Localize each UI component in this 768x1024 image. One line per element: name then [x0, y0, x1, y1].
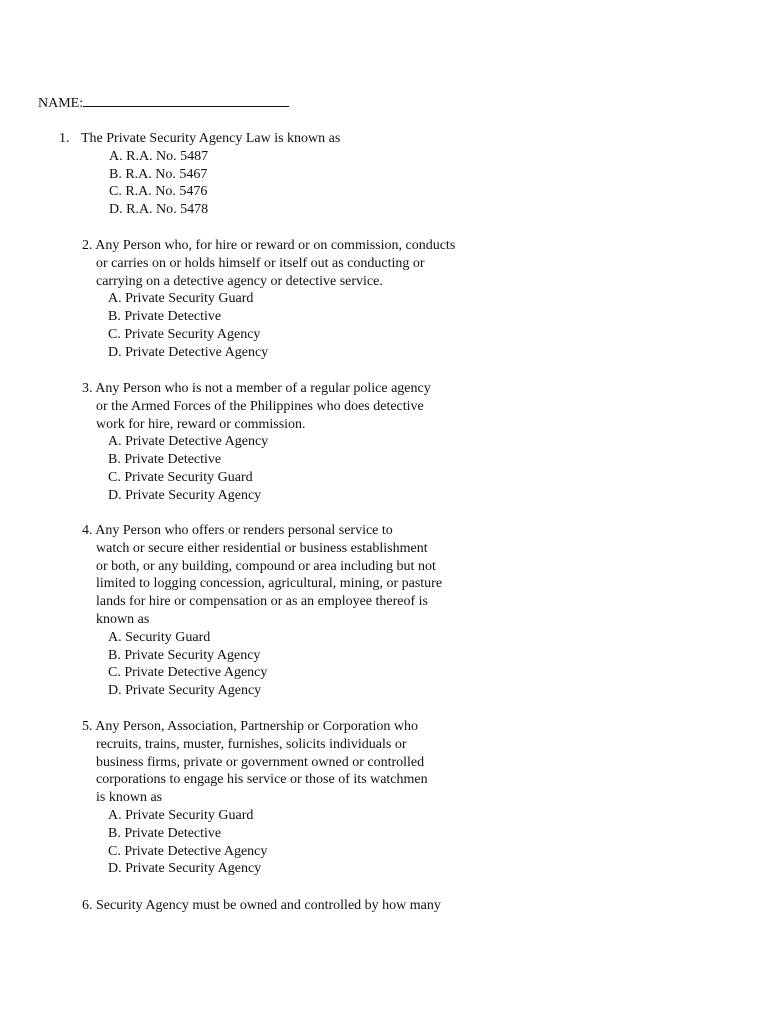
choice-b: B. Private Detective — [108, 825, 222, 841]
question-2 — [82, 237, 455, 362]
question-6 — [82, 897, 441, 915]
choice-d: D. Private Security Agency — [108, 861, 262, 877]
question-text: 5. Any Person, Association, Partnership or Corporation who — [82, 719, 418, 734]
choice-a: A. Private Security Guard — [108, 807, 254, 823]
question-4 — [82, 522, 442, 700]
question-text: 6. Security Agency must be owned and controlled by how many — [82, 898, 441, 913]
question-text: 4. Any Person who offers or renders personal service to — [82, 523, 393, 538]
question-text: limited to logging concession, agricultural, mining, or pasture — [96, 576, 443, 592]
question-text: business firms, private or government owned or controlled — [96, 754, 425, 770]
question-5 — [82, 718, 428, 878]
choice-d: D. Private Security Agency — [108, 487, 262, 503]
question-3 — [82, 380, 431, 505]
choice-b: B. Private Detective — [108, 452, 222, 468]
question-text: corporations to engage his service or those of its watchmen — [96, 772, 428, 788]
question-text: lands for hire or compensation or as an employee thereof is — [96, 594, 429, 610]
choice-a: A. Private Security Guard — [108, 291, 254, 307]
question-number: 1. — [59, 131, 70, 146]
choice-c: C. Private Detective Agency — [108, 665, 268, 681]
choice-d: D. R.A. No. 5478 — [109, 202, 209, 218]
question-text: carrying on a detective agency or detective service. — [96, 273, 383, 289]
question-text: or both, or any building, compound or area including but not — [96, 558, 436, 574]
question-1 — [59, 130, 341, 219]
question-text: watch or secure either residential or business establishment — [96, 540, 428, 556]
question-text: 2. Any Person who, for hire or reward or on commission, conducts — [82, 238, 456, 253]
choice-a: A. R.A. No. 5487 — [109, 148, 209, 164]
choice-b: B. Private Security Agency — [108, 647, 261, 663]
name-blank-line — [83, 93, 289, 107]
choice-c: C. Private Security Guard — [108, 469, 253, 485]
question-text: recruits, trains, muster, furnishes, solicits individuals or — [96, 736, 407, 752]
choice-b: B. Private Detective — [108, 309, 222, 325]
question-text: or the Armed Forces of the Philippines who does detective — [96, 398, 424, 414]
choice-c: C. R.A. No. 5476 — [109, 184, 208, 200]
question-text: is known as — [96, 790, 163, 806]
question-text: known as — [96, 611, 150, 627]
question-text: or carries on or holds himself or itself out as conducting or — [96, 255, 425, 271]
question-text: 3. Any Person who is not a member of a regular police agency — [82, 381, 431, 396]
choice-a: A. Private Detective Agency — [108, 434, 269, 450]
choice-d: D. Private Detective Agency — [108, 344, 269, 360]
choice-d: D. Private Security Agency — [108, 683, 262, 699]
question-text: work for hire, reward or commission. — [96, 416, 306, 432]
name-label: NAME: — [38, 96, 84, 111]
choice-c: C. Private Detective Agency — [108, 843, 268, 859]
choice-a: A. Security Guard — [108, 629, 211, 645]
choice-c: C. Private Security Agency — [108, 326, 261, 342]
question-text: The Private Security Agency Law is known as — [81, 131, 341, 146]
name-field-row — [38, 93, 289, 113]
choice-b: B. R.A. No. 5467 — [109, 166, 208, 182]
